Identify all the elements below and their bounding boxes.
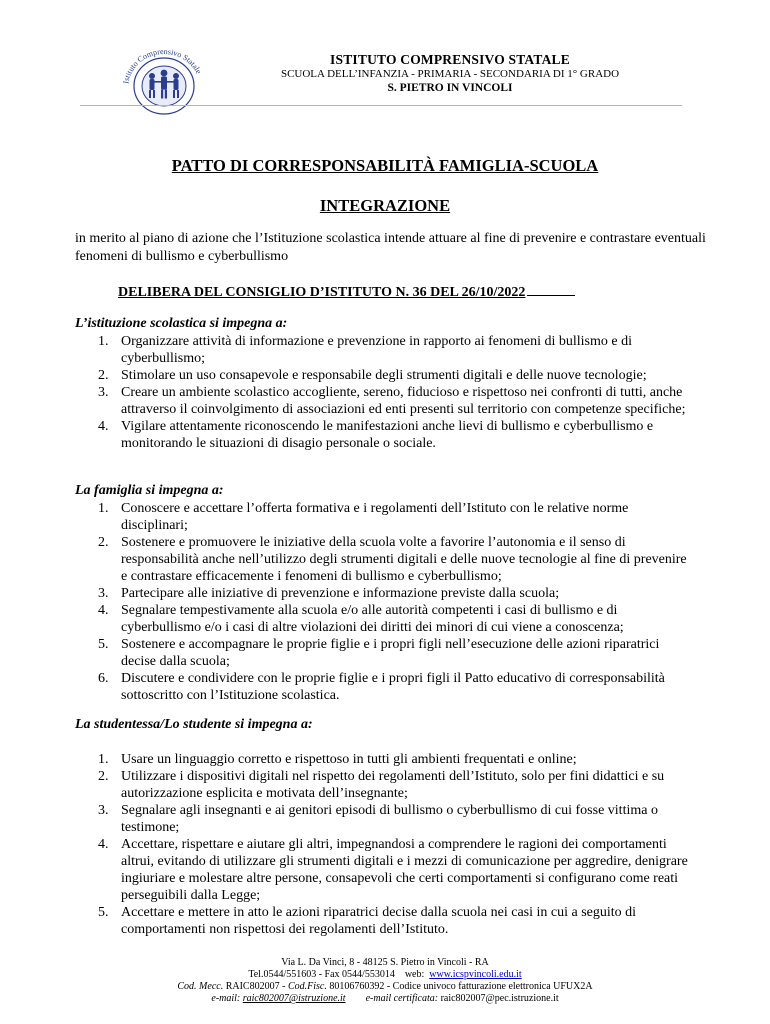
document-title: PATTO DI CORRESPONSABILITÀ FAMIGLIA-SCUOLA (171, 156, 599, 175)
footer-web-link[interactable]: www.icspvincoli.edu.it (429, 969, 522, 980)
footer-emails (0, 993, 770, 1004)
footer-address: Via L. Da Vinci, 8 - 48125 S. Pietro in Vincoli - RA (281, 957, 489, 968)
footer-mecc: RAIC802007 (225, 981, 280, 992)
list-item: 4. Segnalare tempestivamente alla scuola e/o alle autorità competenti i casi di bullismo e di cyberbullismo e/o i casi di altre violazioni dei diritti dei minori di cui viene a conoscenza; (98, 603, 624, 635)
list-item: 2. Stimolare un uso consapevole e responsabile degli strumenti digitali e delle nuove tecnologie; (98, 368, 647, 383)
list-item: 1. Usare un linguaggio corretto e rispettoso in tutti gli ambienti frequentati e online; (98, 752, 577, 767)
delibera-line (118, 283, 575, 301)
list-istituzione (75, 333, 695, 452)
list-item: 5. Accettare e mettere in atto le azioni riparatrici decise dalla scuola nei casi in cui a seguito di comportamenti non rispettosi dei regolamenti dell’Istituto. (98, 905, 637, 937)
list-item: 6. Discutere e condividere con le proprie figlie e i propri figli il Patto educativo di corresponsabilità sottoscritto con l’Istituzione scolastica. (98, 671, 665, 703)
list-item: 3. Creare un ambiente scolastico accogliente, sereno, fiducioso e rispettoso nei confronti di tutti, anche attraverso il coinvolgimento di associazioni ed enti presenti sul territorio con competenze specifiche; (98, 385, 686, 417)
section-heading-famiglia: La famiglia si impegna a: (75, 483, 224, 498)
school-name: ISTITUTO COMPRENSIVO STATALE (330, 52, 570, 67)
document-subtitle: INTEGRAZIONE (319, 196, 451, 215)
section-heading-studente: La studentessa/Lo studente si impegna a: (75, 717, 313, 732)
school-logo (118, 42, 210, 124)
footer-mecc-label: Cod. Mecc. (177, 981, 224, 992)
school-location: S. PIETRO IN VINCOLI (387, 82, 513, 94)
header-divider (80, 105, 682, 106)
footer-fisc: 80106760392 (329, 981, 385, 992)
footer-pec-label: e-mail certificata: (365, 993, 439, 1004)
list-item: 3. Segnalare agli insegnanti e ai genitori episodi di bullismo o cyberbullismo di cui fosse vittima o testimone; (98, 803, 658, 835)
footer-email-link[interactable]: raic802007@istruzione.it (242, 993, 346, 1004)
list-item: 1. Organizzare attività di informazione e prevenzione in rapporto ai fenomeni di bullismo e di cyberbullismo; (98, 334, 632, 366)
list-item: 4. Vigilare attentamente riconoscendo le manifestazioni anche lievi di bullismo e cyberbullismo e monitorando le situazioni di disagio personale o sociale. (98, 419, 654, 451)
footer-web-label: web: (404, 969, 425, 980)
section-heading-istituzione: L’istituzione scolastica si impegna a: (75, 316, 288, 331)
footer-codes (0, 981, 770, 992)
footer-email-label: e-mail: (211, 993, 241, 1004)
intro-paragraph: in merito al piano di azione che l’Istituzione scolastica intende attuare al fine di prevenire e contrastare eventuali fenomeni di bullismo e cyberbullismo (75, 231, 706, 264)
footer-fisc-label: - Cod.Fisc. (282, 981, 327, 992)
footer-contacts (0, 969, 770, 980)
school-levels: SCUOLA DELL’INFANZIA - PRIMARIA - SECONDARIA DI 1° GRADO (280, 68, 620, 80)
list-item: 4. Accettare, rispettare e aiutare gli altri, impegnandosi a comprendere le ragioni dei comportamenti altrui, evitando di utilizzare gli strumenti digitali e i mezzi di comunicazione per aggredire, denigrare ingiuriare e molestare altre persone, consapevoli che certi comportamenti si configurano come reati perseguibili dalla Legge; (98, 837, 688, 903)
delibera-text: DELIBERA DEL CONSIGLIO D’ISTITUTO N. 36 DEL 26/10/2022 (118, 285, 526, 300)
list-item: 5. Sostenere e accompagnare le proprie figlie e i propri figli nell’esecuzione delle azioni riparatrici decise dalla scuola; (98, 637, 660, 669)
list-famiglia (75, 500, 695, 704)
svg-text:Istituto Comprensivo Statale: Istituto Comprensivo Statale (121, 46, 204, 85)
list-item: 2. Sostenere e promuovere le iniziative della scuola volte a favorire l’autonomia e il senso di responsabilità anche nell’utilizzo degli strumenti digitali e delle nuove tecnologie al fine di prevenire e contrastare efficacemente i fenomeni di bullismo e cyberbullismo; (98, 535, 687, 584)
list-item: 2. Utilizzare i dispositivi digitali nel rispetto dei regolamenti dell’Istituto, solo per fini didattici e su autorizzazione esplicita e motivata dell’insegnante; (98, 769, 665, 801)
footer-univoco: - Codice univoco fatturazione elettronica UFUX2A (386, 981, 593, 992)
footer-tel: Tel.0544/551603 - Fax 0544/553014 (248, 969, 395, 980)
footer-pec[interactable]: raic802007@pec.istruzione.it (440, 993, 559, 1004)
delibera-blank (527, 283, 575, 296)
list-item: 3. Partecipare alle iniziative di prevenzione e informazione previste dalla scuola; (98, 586, 560, 601)
list-item: 1. Conoscere e accettare l’offerta formativa e i regolamenti dell’Istituto con le relative norme disciplinari; (98, 501, 629, 533)
list-studente (75, 751, 695, 938)
